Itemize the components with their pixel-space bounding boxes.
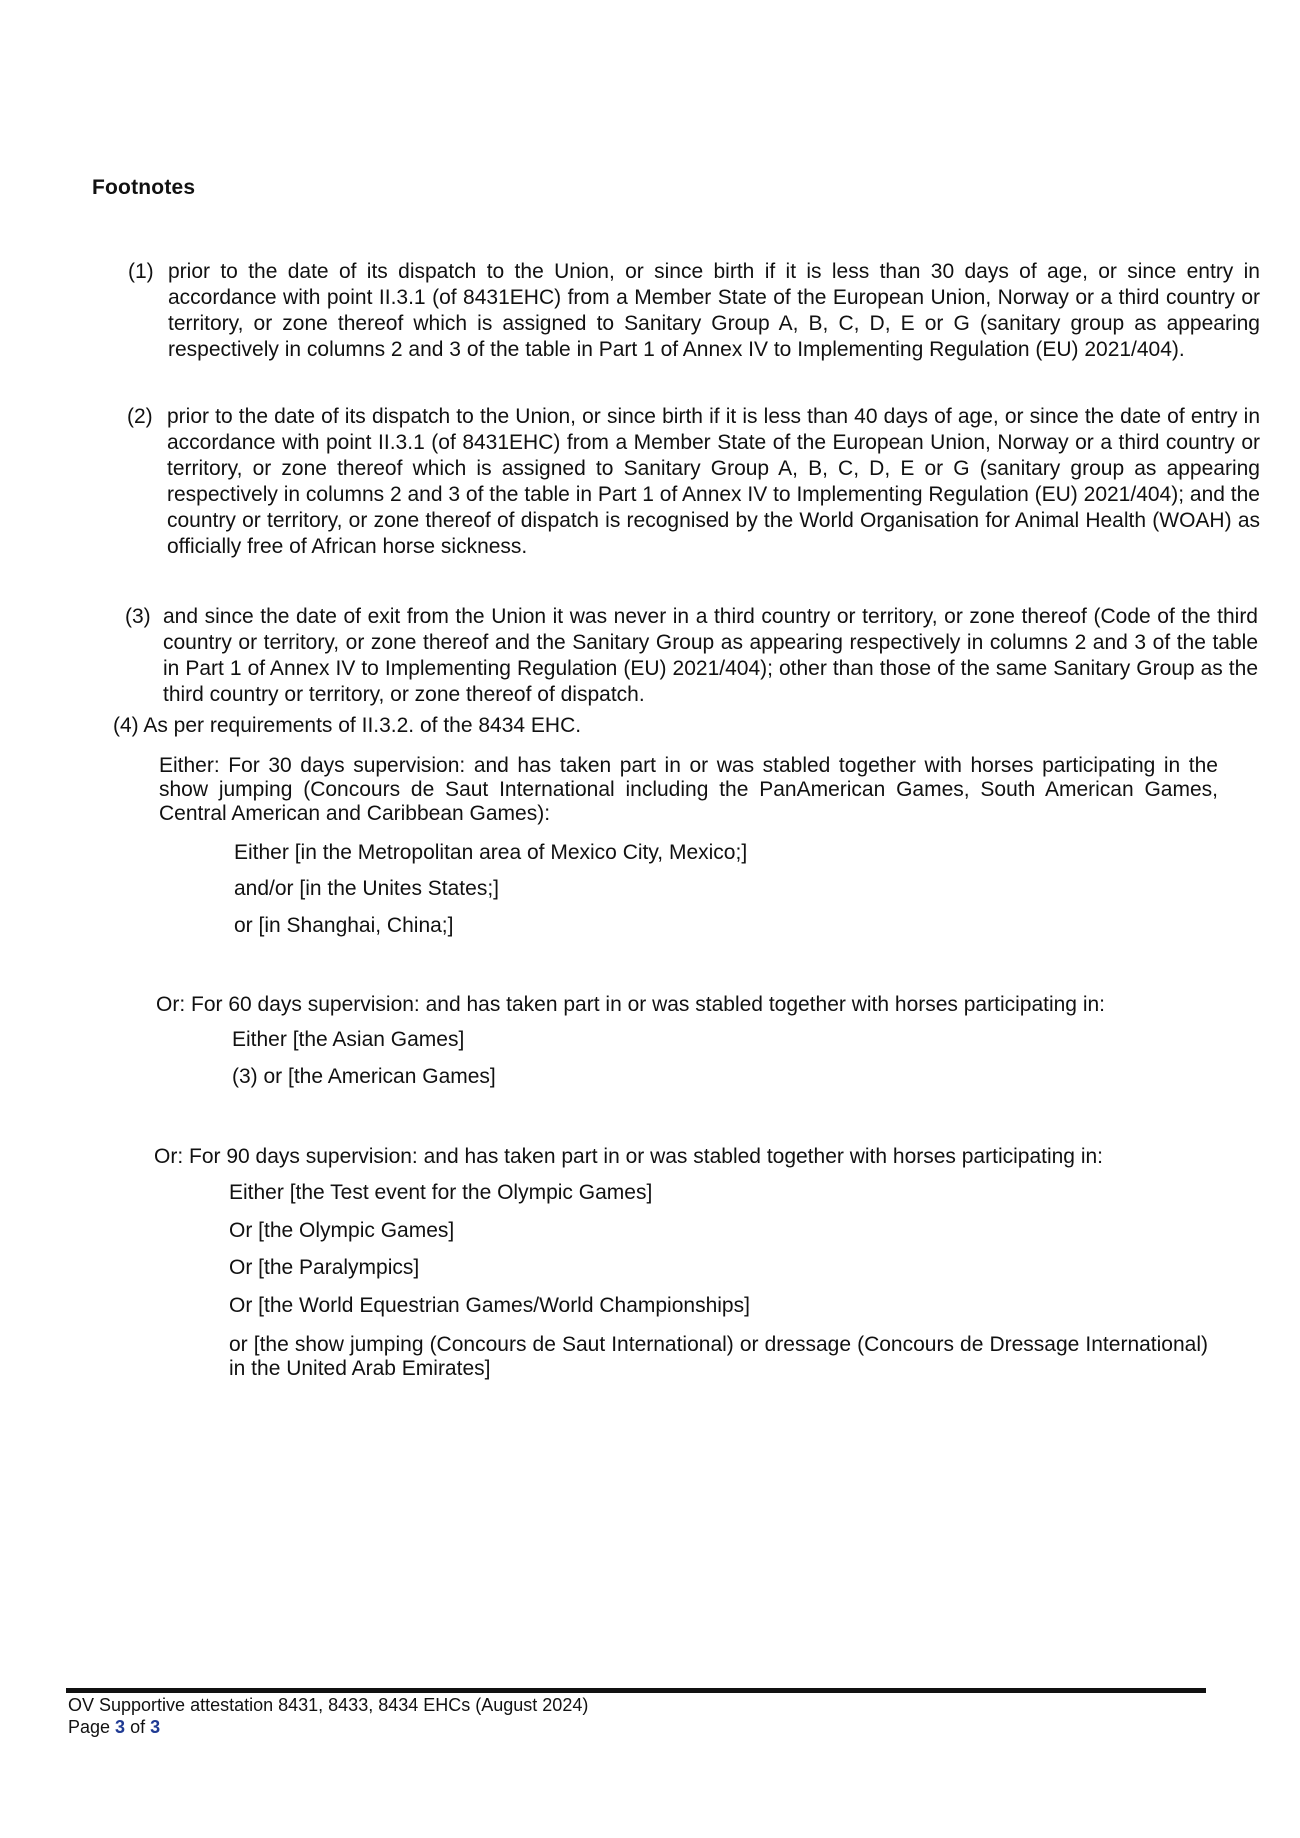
option-90-item-2: Or [the Olympic Games] [229, 1219, 455, 1242]
page-label: Page [68, 1717, 116, 1737]
footnote-2-number: (2) [127, 405, 153, 428]
footnote-1-number: (1) [128, 260, 154, 283]
footer-document-title: OV Supportive attestation 8431, 8433, 8434 EHCs (August 2024) [68, 1695, 589, 1715]
option-60-item-1: Either [the Asian Games] [232, 1028, 465, 1051]
current-page-number: 3 [115, 1717, 126, 1737]
option-30-item-2: and/or [in the Unites States;] [234, 877, 499, 900]
option-60-item-2: (3) or [the American Games] [232, 1065, 496, 1088]
option-60-days-intro: Or: For 60 days supervision: and has taken part in or was stabled together with horses participating in: [156, 993, 1105, 1016]
footnote-4-title: (4) As per requirements of II.3.2. of the 8434 EHC. [113, 714, 582, 737]
option-90-days-intro: Or: For 90 days supervision: and has taken part in or was stabled together with horses participating in: [154, 1145, 1103, 1168]
option-90-item-3: Or [the Paralympics] [229, 1256, 420, 1279]
option-30-days-intro: Either: For 30 days supervision: and has taken part in or was stabled together with horses participating in the show jumping (Concours de Saut International including the PanAmerican Games, South American Games, Central American and Caribbean Games): [159, 754, 1218, 825]
option-30-item-3: or [in Shanghai, China;] [234, 914, 454, 937]
option-90-item-4: Or [the World Equestrian Games/World Championships] [229, 1294, 750, 1317]
page-of-label: of [125, 1717, 151, 1737]
footnote-2-text: prior to the date of its dispatch to the Union, or since birth if it is less than 40 days of age, or since the date of entry in accordance with point II.3.1 (of 8431EHC) from a Member State of the European Union, Norway or a third country or territory, or zone thereof which is assigned to Sanitary Group A, B, C, D, E or G (sanitary group as appearing respectively in columns 2 and 3 of the table in Part 1 of Annex IV to Implementing Regulation (EU) 2021/404); and the country or territory, or zone thereof of dispatch is recognised by the World Organisation for Animal Health (WOAH) as officially free of African horse sickness. [167, 405, 1260, 558]
footnote-1 [128, 259, 1260, 363]
footnote-3 [125, 604, 1258, 708]
footnote-2 [127, 404, 1260, 560]
footer-divider [66, 1688, 1206, 1693]
total-pages-number: 3 [150, 1717, 161, 1737]
footnote-3-text: and since the date of exit from the Union it was never in a third country or territory, or zone thereof (Code of the third country or territory, or zone thereof and the Sanitary Group as appearing respectively in columns 2 and 3 of the table in Part 1 of Annex IV to Implementing Regulation (EU) 2021/404); other than those of the same Sanitary Group as the third country or territory, or zone thereof of dispatch. [163, 605, 1258, 706]
page-footer [68, 1694, 588, 1738]
footer-page-indicator [68, 1716, 588, 1738]
option-30-item-1: Either [in the Metropolitan area of Mexico City, Mexico;] [234, 841, 748, 864]
footnote-3-number: (3) [125, 605, 151, 628]
option-90-item-1: Either [the Test event for the Olympic Games] [229, 1181, 653, 1204]
footnote-1-text: prior to the date of its dispatch to the Union, or since birth if it is less than 30 days of age, or since entry in accordance with point II.3.1 (of 8431EHC) from a Member State of the European Union, Norway or a third country or territory, or zone thereof which is assigned to Sanitary Group A, B, C, D, E or G (sanitary group as appearing respectively in columns 2 and 3 of the table in Part 1 of Annex IV to Implementing Regulation (EU) 2021/404). [168, 260, 1260, 361]
option-90-item-5: or [the show jumping (Concours de Saut International) or dressage (Concours de Dressage International) in the United Arab Emirates] [229, 1333, 1208, 1380]
footnotes-heading: Footnotes [92, 176, 196, 199]
